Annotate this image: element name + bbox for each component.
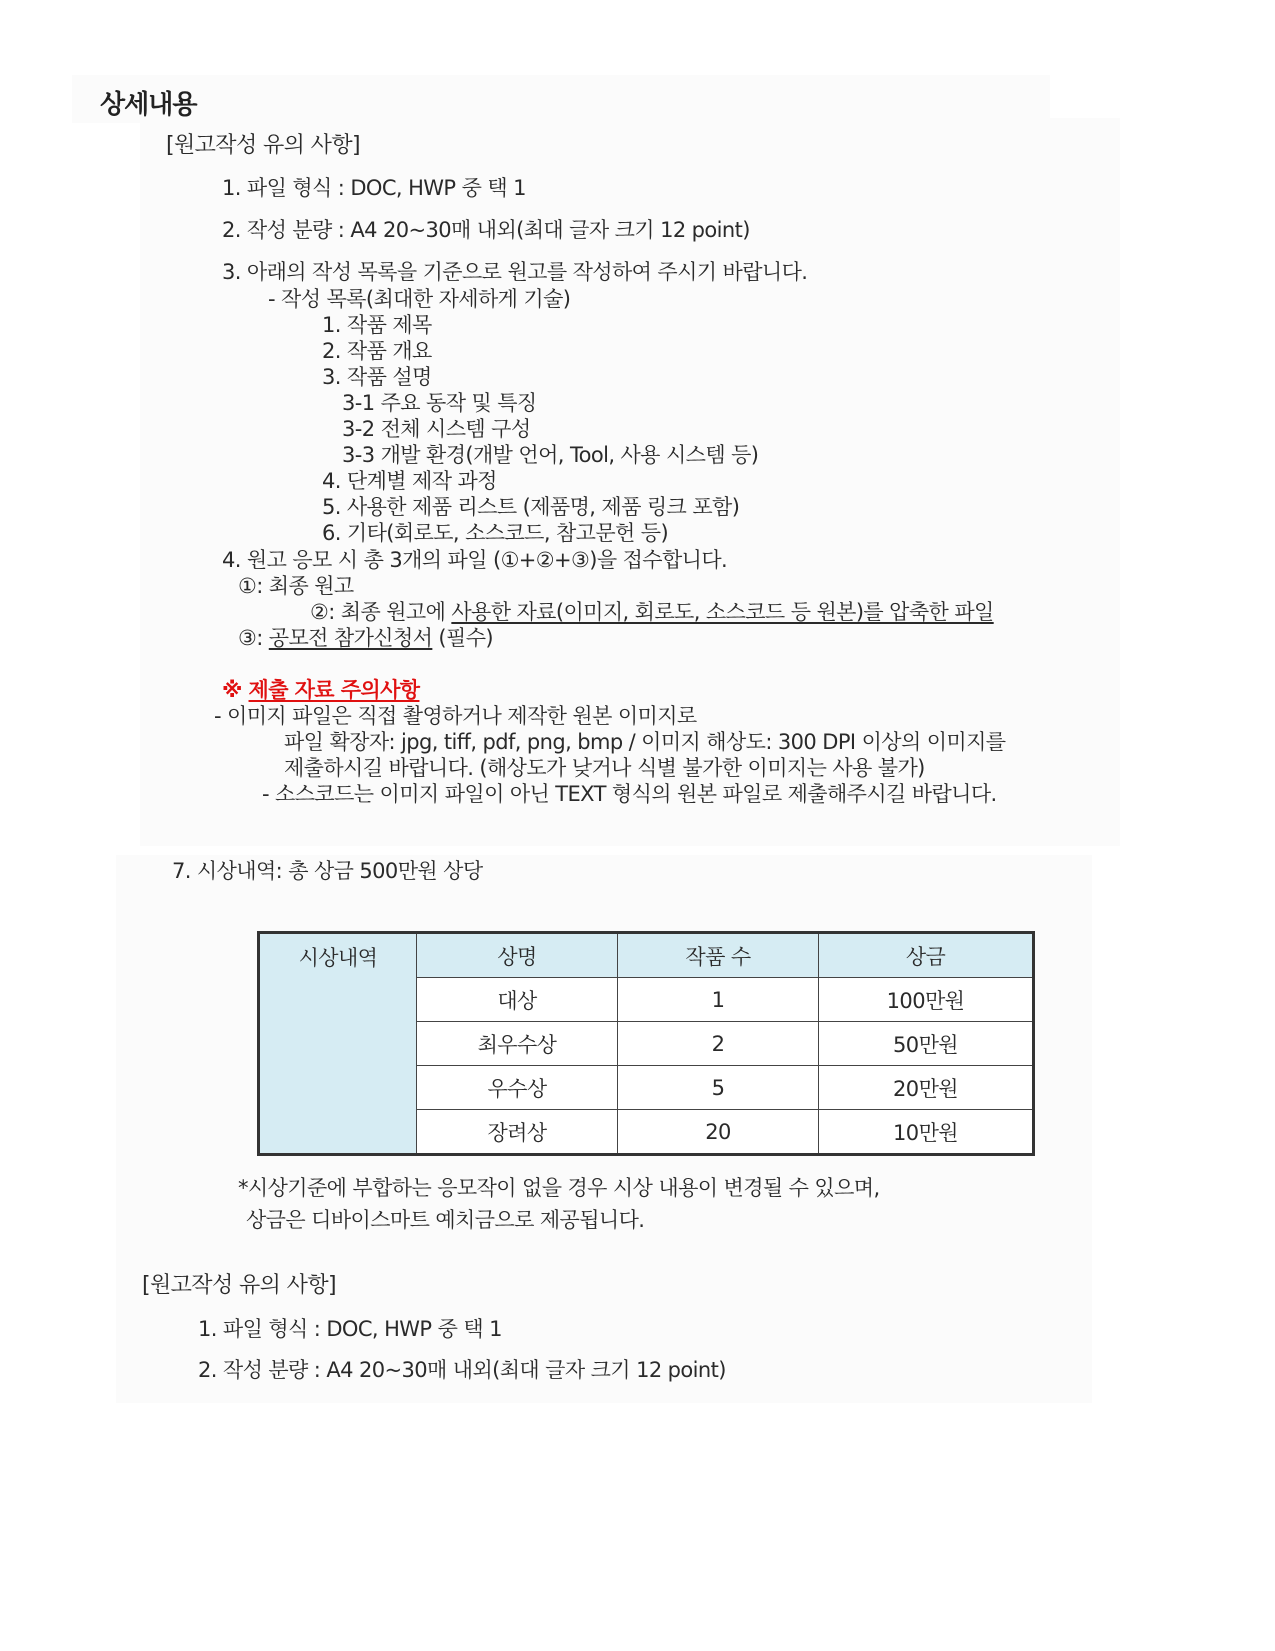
file-3-description: 공모전 참가신청서 (268, 626, 433, 650)
award-name-cell: 최우수상 (417, 1022, 618, 1066)
writing-list-subitem: 3-1 주요 동작 및 특징 (342, 391, 537, 415)
writing-list-item: 1. 작품 제목 (322, 313, 432, 337)
award-prize-cell: 50만원 (819, 1022, 1034, 1066)
writing-list-item: 3. 작품 설명 (322, 365, 432, 389)
column-header: 상명 (417, 933, 618, 978)
notice-mark: ※ (222, 678, 249, 702)
award-summary: 7. 시상내역: 총 상금 500만원 상당 (172, 859, 483, 883)
award-prize-cell: 100만원 (819, 978, 1034, 1022)
notice-line: - 이미지 파일은 직접 촬영하거나 제작한 원본 이미지로 (214, 704, 697, 728)
award-count-cell: 2 (618, 1022, 819, 1066)
award-prize-cell: 20만원 (819, 1066, 1034, 1110)
writing-list-title: - 작성 목록(최대한 자세하게 기술) (268, 287, 571, 311)
writing-list-subitem: 3-2 전체 시스템 구성 (342, 417, 531, 441)
writing-list-item: 4. 단계별 제작 과정 (322, 469, 497, 493)
award-note: *시상기준에 부합하는 응모작이 없을 경우 시상 내용이 변경될 수 있으며, (238, 1176, 880, 1200)
award-side-label: 시상내역 (259, 933, 417, 1155)
writing-list-item: 5. 사용한 제품 리스트 (제품명, 제품 링크 포함) (322, 495, 740, 519)
notice-title: 제출 자료 주의사항 (248, 678, 420, 702)
award-table (257, 931, 1035, 1156)
notice-line: 제출하시길 바랍니다. (해상도가 낮거나 식별 불가한 이미지는 사용 불가) (284, 756, 925, 780)
guideline-structure: 3. 아래의 작성 목록을 기준으로 원고를 작성하여 주시기 바랍니다. (222, 260, 808, 284)
heading-panel (72, 75, 1050, 123)
notice-line: 파일 확장자: jpg, tiff, pdf, png, bmp / 이미지 해상도: 300 DPI 이상의 이미지를 (284, 730, 1006, 754)
notice-line: - 소스코드는 이미지 파일이 아닌 TEXT 형식의 원본 파일로 제출해주시길 바랍니다. (262, 782, 997, 806)
submission-files: 4. 원고 응모 시 총 3개의 파일 (①+②+③)을 접수합니다. (222, 548, 728, 572)
award-count-cell: 1 (618, 978, 819, 1022)
column-header: 상금 (819, 933, 1034, 978)
section-label: [원고작성 유의 사항] (166, 133, 360, 158)
guideline-length: 2. 작성 분량 : A4 20~30매 내외(최대 글자 크기 12 point) (198, 1358, 726, 1382)
writing-list-item: 6. 기타(회로도, 소스코드, 참고문헌 등) (322, 521, 669, 545)
section-label: [원고작성 유의 사항] (142, 1273, 336, 1298)
award-name-cell: 장려상 (417, 1110, 618, 1155)
award-count-cell: 20 (618, 1110, 819, 1155)
guideline-file-format: 1. 파일 형식 : DOC, HWP 중 택 1 (222, 176, 526, 200)
file-3-suffix: (필수) (432, 626, 493, 650)
award-note: 상금은 디바이스마트 예치금으로 제공됩니다. (246, 1208, 645, 1232)
file-3-prefix: ③: (238, 626, 269, 650)
guideline-length: 2. 작성 분량 : A4 20~30매 내외(최대 글자 크기 12 point) (222, 218, 750, 242)
writing-list-item: 2. 작품 개요 (322, 339, 432, 363)
file-2-description: 사용한 자료(이미지, 회로도, 소스코드 등 원본)를 압축한 파일 (451, 600, 994, 624)
writing-list-subitem: 3-3 개발 환경(개발 언어, Tool, 사용 시스템 등) (342, 443, 759, 467)
award-count-cell: 5 (618, 1066, 819, 1110)
award-name-cell: 대상 (417, 978, 618, 1022)
file-3 (238, 622, 493, 652)
table-header-row (259, 933, 1034, 978)
award-prize-cell: 10만원 (819, 1110, 1034, 1155)
file-2-prefix: ②: 최종 원고에 (310, 600, 452, 624)
page-title: 상세내용 (100, 90, 197, 120)
file-1: ①: 최종 원고 (238, 574, 354, 598)
column-header: 작품 수 (618, 933, 819, 978)
guideline-file-format: 1. 파일 형식 : DOC, HWP 중 택 1 (198, 1317, 502, 1341)
award-name-cell: 우수상 (417, 1066, 618, 1110)
